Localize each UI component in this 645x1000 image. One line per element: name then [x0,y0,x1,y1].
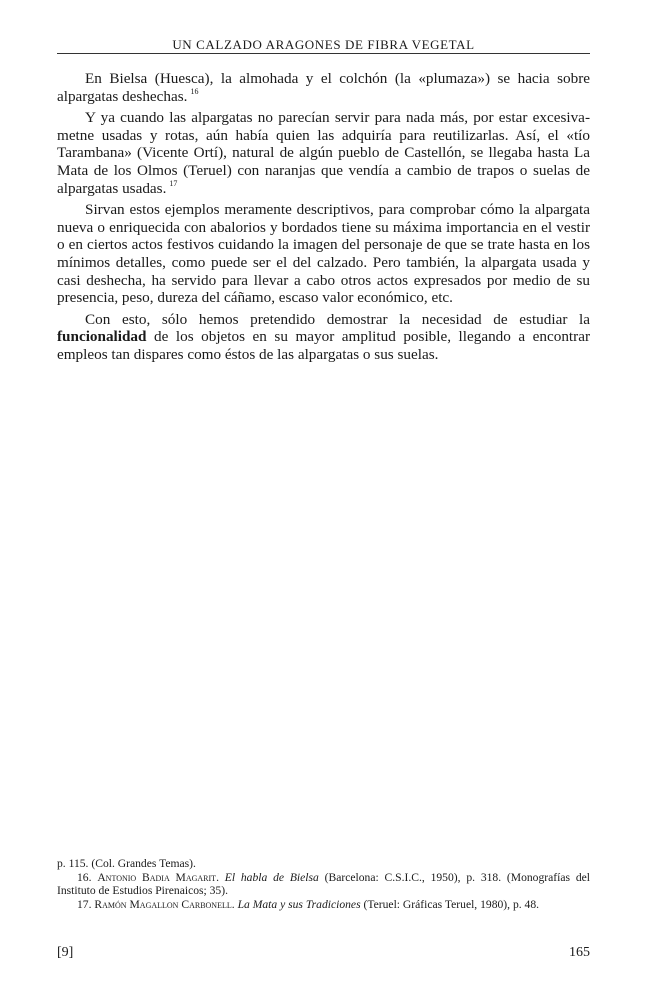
main-text [57,70,590,368]
paragraph-4 [57,311,590,364]
running-header: UN CALZADO ARAGONES DE FIBRA VEGETAL [172,37,475,52]
footnote-continuation: p. 115. (Col. Grandes Temas). [57,857,196,870]
paragraph-2 [57,109,590,197]
paragraph-1 [57,70,590,105]
footnote-16-author: Antonio Badia Magarit. [97,870,219,884]
paragraph-4-text-a: Con esto, sólo hemos pretendido demostrar la necesidad de estudiar la [85,310,590,328]
footnote-16-title: El habla de Bielsa [224,870,319,884]
footnote-ref-17[interactable]: 17 [169,178,178,188]
footnotes [57,857,590,911]
footnote-16 [57,871,590,898]
footnote-17-number: 17. [77,897,92,911]
footnote-17-author: Ramón Magallon Carbonell. [94,897,235,911]
footnote-16-rest: (Barcelona: C.S.I.C., 1950), p. 318. (Monografías del Instituto de Estudios Pirenaicos; 35). [57,870,590,898]
paragraph-1-text: En Bielsa (Huesca), la almohada y el colchón (la «plumaza») se hacia sobre alpargatas deshechas. [57,70,590,105]
page-number: 165 [569,945,590,960]
paragraph-2-text: Y ya cuando las alpargatas no parecían servir para nada más, por estar excesivametne usadas y rotas, aún había quien las adquiría para reutilizarlas. Así, el «tío Tarambana» (Vicente Ortí), natural de algún pueblo de Castellón, se llegaba hasta La Mata de los Olmos (Teruel) con naranjas que vendía a cambio de trapos o suelas de alpargatas usadas. [57,109,590,197]
section-number: [9] [57,945,74,960]
paragraph-4-text-b: de los objetos en su mayor amplitud posible, llegando a encontrar empleos tan dispares como éstos de las alpargatas o sus suelas. [57,328,590,363]
footnote-17 [57,898,590,912]
paragraph-3: Sirvan estos ejemplos meramente descriptivos, para comprobar cómo la alpargata nueva o enriquecida con abalorios y bordados tiene su máxima importancia en el vestir o en ciertos actos festivos cuidando la imagen del personaje de que se trate hasta en los mínimos detalles, como puede ser el del calzado. Pero también, la alpargata usada y casi deshecha, ha servido para llevar a cabo otros actos expresados por medio de su presencia, peso, dureza del cáñamo, escaso valor económico, etc. [57,201,590,307]
paragraph-4-bold-term: funcionalidad [57,328,147,346]
footnote-17-title: La Mata y sus Tradiciones [237,897,361,911]
footnote-ref-16[interactable]: 16 [190,86,199,96]
footnote-16-number: 16. [77,870,92,884]
header-rule [57,53,590,54]
footnote-17-rest: (Teruel: Gráficas Teruel, 1980), p. 48. [360,897,540,911]
